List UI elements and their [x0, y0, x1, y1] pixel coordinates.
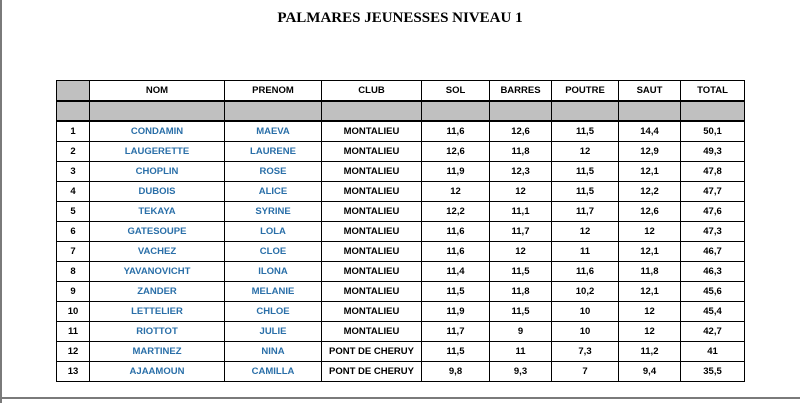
rank-cell: 10 [57, 302, 90, 322]
prenom-cell: JULIE [225, 322, 322, 342]
total-cell: 47,8 [681, 162, 745, 182]
total-cell: 45,4 [681, 302, 745, 322]
spacer-cell [225, 101, 322, 121]
table-row [57, 222, 745, 242]
nom-cell: CHOPLIN [90, 162, 225, 182]
rank-cell: 3 [57, 162, 90, 182]
rank-cell: 5 [57, 202, 90, 222]
sol-cell: 9,8 [422, 362, 490, 382]
total-cell: 35,5 [681, 362, 745, 382]
nom-cell: CONDAMIN [90, 121, 225, 142]
poutre-cell: 12 [552, 142, 619, 162]
poutre-cell: 7 [552, 362, 619, 382]
rank-cell: 1 [57, 121, 90, 142]
club-cell: MONTALIEU [322, 202, 422, 222]
sol-cell: 11,6 [422, 242, 490, 262]
page-title: PALMARES JEUNESSES NIVEAU 1 [277, 10, 523, 26]
total-cell: 46,7 [681, 242, 745, 262]
table-row [57, 362, 745, 382]
rank-cell: 7 [57, 242, 90, 262]
table-row [57, 182, 745, 202]
page-left-border [0, 0, 2, 403]
table-row [57, 142, 745, 162]
table-row [57, 262, 745, 282]
saut-cell: 12 [619, 222, 681, 242]
poutre-cell: 7,3 [552, 342, 619, 362]
total-cell: 45,6 [681, 282, 745, 302]
table-row [57, 282, 745, 302]
club-cell: MONTALIEU [322, 222, 422, 242]
total-cell: 49,3 [681, 142, 745, 162]
header-saut: SAUT [619, 81, 681, 102]
saut-cell: 14,4 [619, 121, 681, 142]
sol-cell: 12,6 [422, 142, 490, 162]
poutre-cell: 11,5 [552, 121, 619, 142]
club-cell: MONTALIEU [322, 242, 422, 262]
prenom-cell: ILONA [225, 262, 322, 282]
nom-cell: LETTELIER [90, 302, 225, 322]
barres-cell: 11,8 [490, 282, 552, 302]
prenom-cell: NINA [225, 342, 322, 362]
rank-cell: 9 [57, 282, 90, 302]
prenom-cell: LAURENE [225, 142, 322, 162]
spacer-cell [490, 101, 552, 121]
sol-cell: 11,9 [422, 162, 490, 182]
club-cell: MONTALIEU [322, 182, 422, 202]
saut-cell: 12,1 [619, 242, 681, 262]
nom-cell: MARTINEZ [90, 342, 225, 362]
header-rank [57, 81, 90, 102]
spacer-cell [422, 101, 490, 121]
club-cell: MONTALIEU [322, 322, 422, 342]
club-cell: PONT DE CHERUY [322, 342, 422, 362]
prenom-cell: LOLA [225, 222, 322, 242]
barres-cell: 11,5 [490, 302, 552, 322]
club-cell: MONTALIEU [322, 262, 422, 282]
prenom-cell: MAEVA [225, 121, 322, 142]
saut-cell: 12,9 [619, 142, 681, 162]
barres-cell: 9,3 [490, 362, 552, 382]
prenom-cell: SYRINE [225, 202, 322, 222]
prenom-cell: ALICE [225, 182, 322, 202]
prenom-cell: CAMILLA [225, 362, 322, 382]
club-cell: MONTALIEU [322, 162, 422, 182]
rank-cell: 2 [57, 142, 90, 162]
total-cell: 46,3 [681, 262, 745, 282]
header-club: CLUB [322, 81, 422, 102]
nom-cell: AJAAMOUN [90, 362, 225, 382]
club-cell: PONT DE CHERUY [322, 362, 422, 382]
results-table [56, 80, 745, 382]
saut-cell: 12,1 [619, 282, 681, 302]
barres-cell: 12 [490, 182, 552, 202]
poutre-cell: 11 [552, 242, 619, 262]
club-cell: MONTALIEU [322, 302, 422, 322]
barres-cell: 12,6 [490, 121, 552, 142]
rank-cell: 8 [57, 262, 90, 282]
saut-cell: 12 [619, 322, 681, 342]
header-prenom: PRENOM [225, 81, 322, 102]
header-total: TOTAL [681, 81, 745, 102]
sol-cell: 11,9 [422, 302, 490, 322]
table-row [57, 322, 745, 342]
rank-cell: 6 [57, 222, 90, 242]
header-barres: BARRES [490, 81, 552, 102]
rank-cell: 13 [57, 362, 90, 382]
spacer-cell [57, 101, 90, 121]
nom-cell: ZANDER [90, 282, 225, 302]
spacer-cell [90, 101, 225, 121]
total-cell: 47,7 [681, 182, 745, 202]
poutre-cell: 12 [552, 222, 619, 242]
saut-cell: 11,8 [619, 262, 681, 282]
poutre-cell: 11,5 [552, 182, 619, 202]
table-row [57, 121, 745, 142]
nom-cell: LAUGERETTE [90, 142, 225, 162]
total-cell: 41 [681, 342, 745, 362]
table-row [57, 162, 745, 182]
barres-cell: 11,5 [490, 262, 552, 282]
nom-cell: TEKAYA [90, 202, 225, 222]
saut-cell: 12,1 [619, 162, 681, 182]
barres-cell: 12,3 [490, 162, 552, 182]
barres-cell: 11,7 [490, 222, 552, 242]
poutre-cell: 10 [552, 322, 619, 342]
nom-cell: GATESOUPE [90, 222, 225, 242]
sol-cell: 11,7 [422, 322, 490, 342]
sol-cell: 11,4 [422, 262, 490, 282]
poutre-cell: 10 [552, 302, 619, 322]
prenom-cell: CHLOE [225, 302, 322, 322]
spacer-cell [322, 101, 422, 121]
header-poutre: POUTRE [552, 81, 619, 102]
barres-cell: 12 [490, 242, 552, 262]
barres-cell: 11,8 [490, 142, 552, 162]
barres-cell: 11,1 [490, 202, 552, 222]
table-row [57, 202, 745, 222]
saut-cell: 9,4 [619, 362, 681, 382]
saut-cell: 12,6 [619, 202, 681, 222]
prenom-cell: CLOE [225, 242, 322, 262]
sol-cell: 12 [422, 182, 490, 202]
rank-cell: 12 [57, 342, 90, 362]
total-cell: 42,7 [681, 322, 745, 342]
header-nom: NOM [90, 81, 225, 102]
table-header-row [57, 81, 745, 102]
header-sol: SOL [422, 81, 490, 102]
poutre-cell: 10,2 [552, 282, 619, 302]
saut-cell: 12,2 [619, 182, 681, 202]
rank-cell: 11 [57, 322, 90, 342]
club-cell: MONTALIEU [322, 142, 422, 162]
nom-cell: DUBOIS [90, 182, 225, 202]
rank-cell: 4 [57, 182, 90, 202]
poutre-cell: 11,7 [552, 202, 619, 222]
barres-cell: 9 [490, 322, 552, 342]
prenom-cell: MELANIE [225, 282, 322, 302]
table-row [57, 242, 745, 262]
prenom-cell: ROSE [225, 162, 322, 182]
sol-cell: 12,2 [422, 202, 490, 222]
spacer-cell [552, 101, 619, 121]
sol-cell: 11,5 [422, 282, 490, 302]
club-cell: MONTALIEU [322, 282, 422, 302]
poutre-cell: 11,5 [552, 162, 619, 182]
sol-cell: 11,6 [422, 121, 490, 142]
table-row [57, 342, 745, 362]
table-row [57, 302, 745, 322]
saut-cell: 12 [619, 302, 681, 322]
spacer-cell [619, 101, 681, 121]
nom-cell: YAVANOVICHT [90, 262, 225, 282]
nom-cell: RIOTTOT [90, 322, 225, 342]
table-body [57, 121, 745, 382]
club-cell: MONTALIEU [322, 121, 422, 142]
total-cell: 50,1 [681, 121, 745, 142]
sol-cell: 11,6 [422, 222, 490, 242]
nom-cell: VACHEZ [90, 242, 225, 262]
sol-cell: 11,5 [422, 342, 490, 362]
page-bottom-border [0, 397, 800, 399]
spacer-cell [681, 101, 745, 121]
total-cell: 47,3 [681, 222, 745, 242]
poutre-cell: 11,6 [552, 262, 619, 282]
table-header-spacer [57, 101, 745, 121]
saut-cell: 11,2 [619, 342, 681, 362]
total-cell: 47,6 [681, 202, 745, 222]
barres-cell: 11 [490, 342, 552, 362]
